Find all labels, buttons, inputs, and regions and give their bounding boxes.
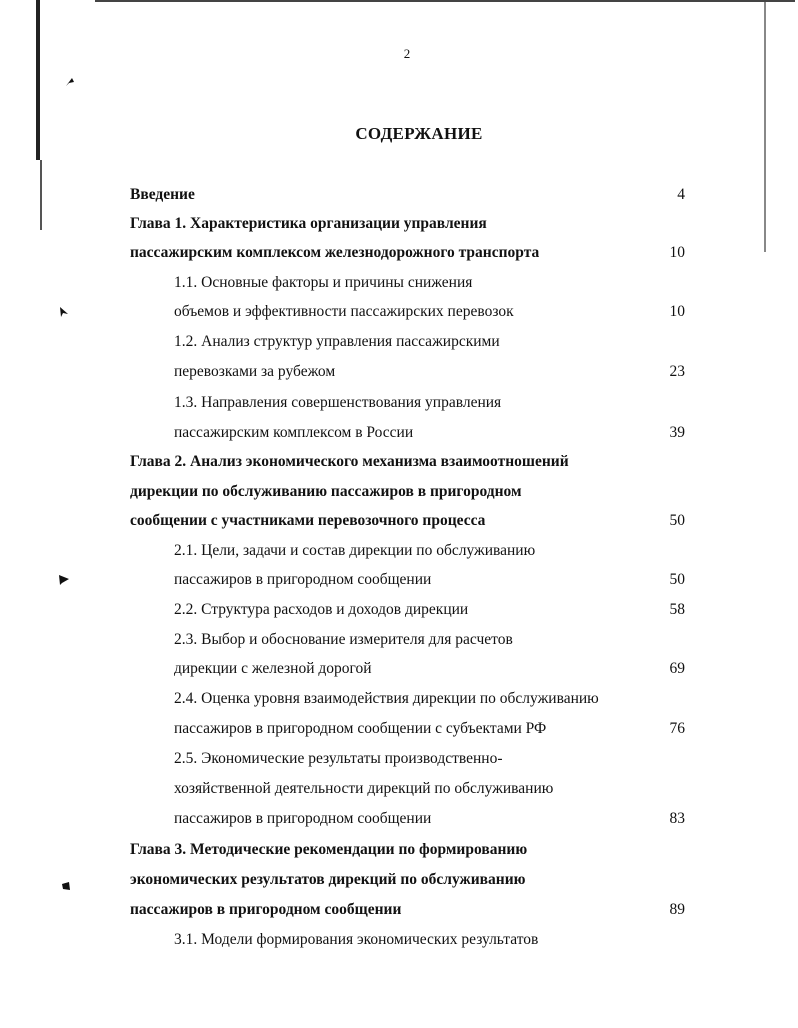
toc-section-line <box>174 392 690 414</box>
toc-entry-text: 1.2. Анализ структур управления пассажирскими <box>174 333 500 350</box>
toc-section-line <box>174 808 690 830</box>
toc-entry-text: Глава 1. Характеристика организации управления <box>130 215 487 232</box>
toc-section-line <box>174 331 690 353</box>
toc-page-number: 58 <box>669 601 685 618</box>
toc-chapter-line <box>130 899 690 921</box>
toc-entry-text: пассажиров в пригородном сообщении <box>174 810 432 827</box>
binding-hole-mark <box>58 306 70 318</box>
toc-chapter-line <box>130 184 690 206</box>
toc-section-line <box>174 748 690 770</box>
toc-entry-text: дирекции с железной дорогой <box>174 660 372 677</box>
toc-chapter-line <box>130 869 690 891</box>
toc-entry-text: 3.1. Модели формирования экономических результатов <box>174 931 539 948</box>
toc-entry-text: 2.1. Цели, задачи и состав дирекции по обслуживанию <box>174 542 536 559</box>
toc-section-line <box>174 599 690 621</box>
toc-page-number: 23 <box>669 363 685 380</box>
toc-entry-text: экономических результатов дирекций по обслуживанию <box>130 871 526 888</box>
toc-page-number: 76 <box>669 720 685 737</box>
toc-entry-text: 2.2. Структура расходов и доходов дирекции <box>174 601 469 618</box>
toc-entry-text: 1.3. Направления совершенствования управления <box>174 394 502 411</box>
toc-page-number: 39 <box>669 424 685 441</box>
scan-edge-left-lower <box>40 160 42 230</box>
toc-page-number: 89 <box>669 901 685 918</box>
toc-section-line <box>174 569 690 591</box>
toc-entry-text: хозяйственной деятельности дирекций по обслуживанию <box>174 780 554 797</box>
toc-entry-text: Введение <box>130 186 195 203</box>
toc-section-line <box>174 361 690 383</box>
toc-chapter-line <box>130 839 690 861</box>
toc-entry-text: сообщении с участниками перевозочного процесса <box>130 512 486 529</box>
toc-page-number: 10 <box>669 244 685 261</box>
toc-section-line <box>174 658 690 680</box>
toc-entry-text: 2.4. Оценка уровня взаимодействия дирекции по обслуживанию <box>174 690 599 707</box>
toc-chapter-line <box>130 242 690 264</box>
toc-chapter-line <box>130 481 690 503</box>
toc-section-line <box>174 688 690 710</box>
binding-hole-mark <box>58 574 70 586</box>
toc-entry-text: Глава 2. Анализ экономического механизма взаимоотношений <box>130 453 569 470</box>
toc-page-number: 83 <box>669 810 685 827</box>
toc-entry-text: Глава 3. Методические рекомендации по формированию <box>130 841 528 858</box>
toc-section-line <box>174 929 690 951</box>
toc-entry-text: перевозками за рубежом <box>174 363 336 380</box>
toc-section-line <box>174 301 690 323</box>
toc-entry-text: дирекции по обслуживанию пассажиров в пригородном <box>130 483 522 500</box>
toc-page-number: 4 <box>677 186 685 203</box>
scan-edge-top <box>95 0 795 2</box>
toc-entry-text: пассажиров в пригородном сообщении <box>130 901 402 918</box>
toc-section-line <box>174 778 690 800</box>
toc-page-number: 50 <box>669 512 685 529</box>
page-number: 2 <box>403 46 411 61</box>
toc-entry-text: 1.1. Основные факторы и причины снижения <box>174 274 473 291</box>
toc-entry-text: пассажиров в пригородном сообщении с субъектами РФ <box>174 720 547 737</box>
toc-entry-text: пассажиров в пригородном сообщении <box>174 571 432 588</box>
toc-section-line <box>174 540 690 562</box>
toc-entry-text: 2.3. Выбор и обоснование измерителя для расчетов <box>174 631 513 648</box>
toc-page-number: 69 <box>669 660 685 677</box>
toc-section-line <box>174 422 690 444</box>
toc-chapter-line <box>130 213 690 235</box>
toc-entry-text: объемов и эффективности пассажирских перевозок <box>174 303 514 320</box>
binding-hole-mark <box>64 76 76 88</box>
toc-chapter-line <box>130 451 690 473</box>
toc-page-number: 10 <box>669 303 685 320</box>
toc-page-number: 50 <box>669 571 685 588</box>
toc-section-line <box>174 272 690 294</box>
toc-entry-text: пассажирским комплексом железнодорожного транспорта <box>130 244 540 261</box>
toc-entry-text: 2.5. Экономические результаты производственно- <box>174 750 503 767</box>
toc-section-line <box>174 629 690 651</box>
toc-chapter-line <box>130 510 690 532</box>
toc-section-line <box>174 718 690 740</box>
page-title: СОДЕРЖАНИЕ <box>355 124 483 143</box>
toc-entry-text: пассажирским комплексом в России <box>174 424 414 441</box>
binding-hole-mark <box>60 880 72 892</box>
